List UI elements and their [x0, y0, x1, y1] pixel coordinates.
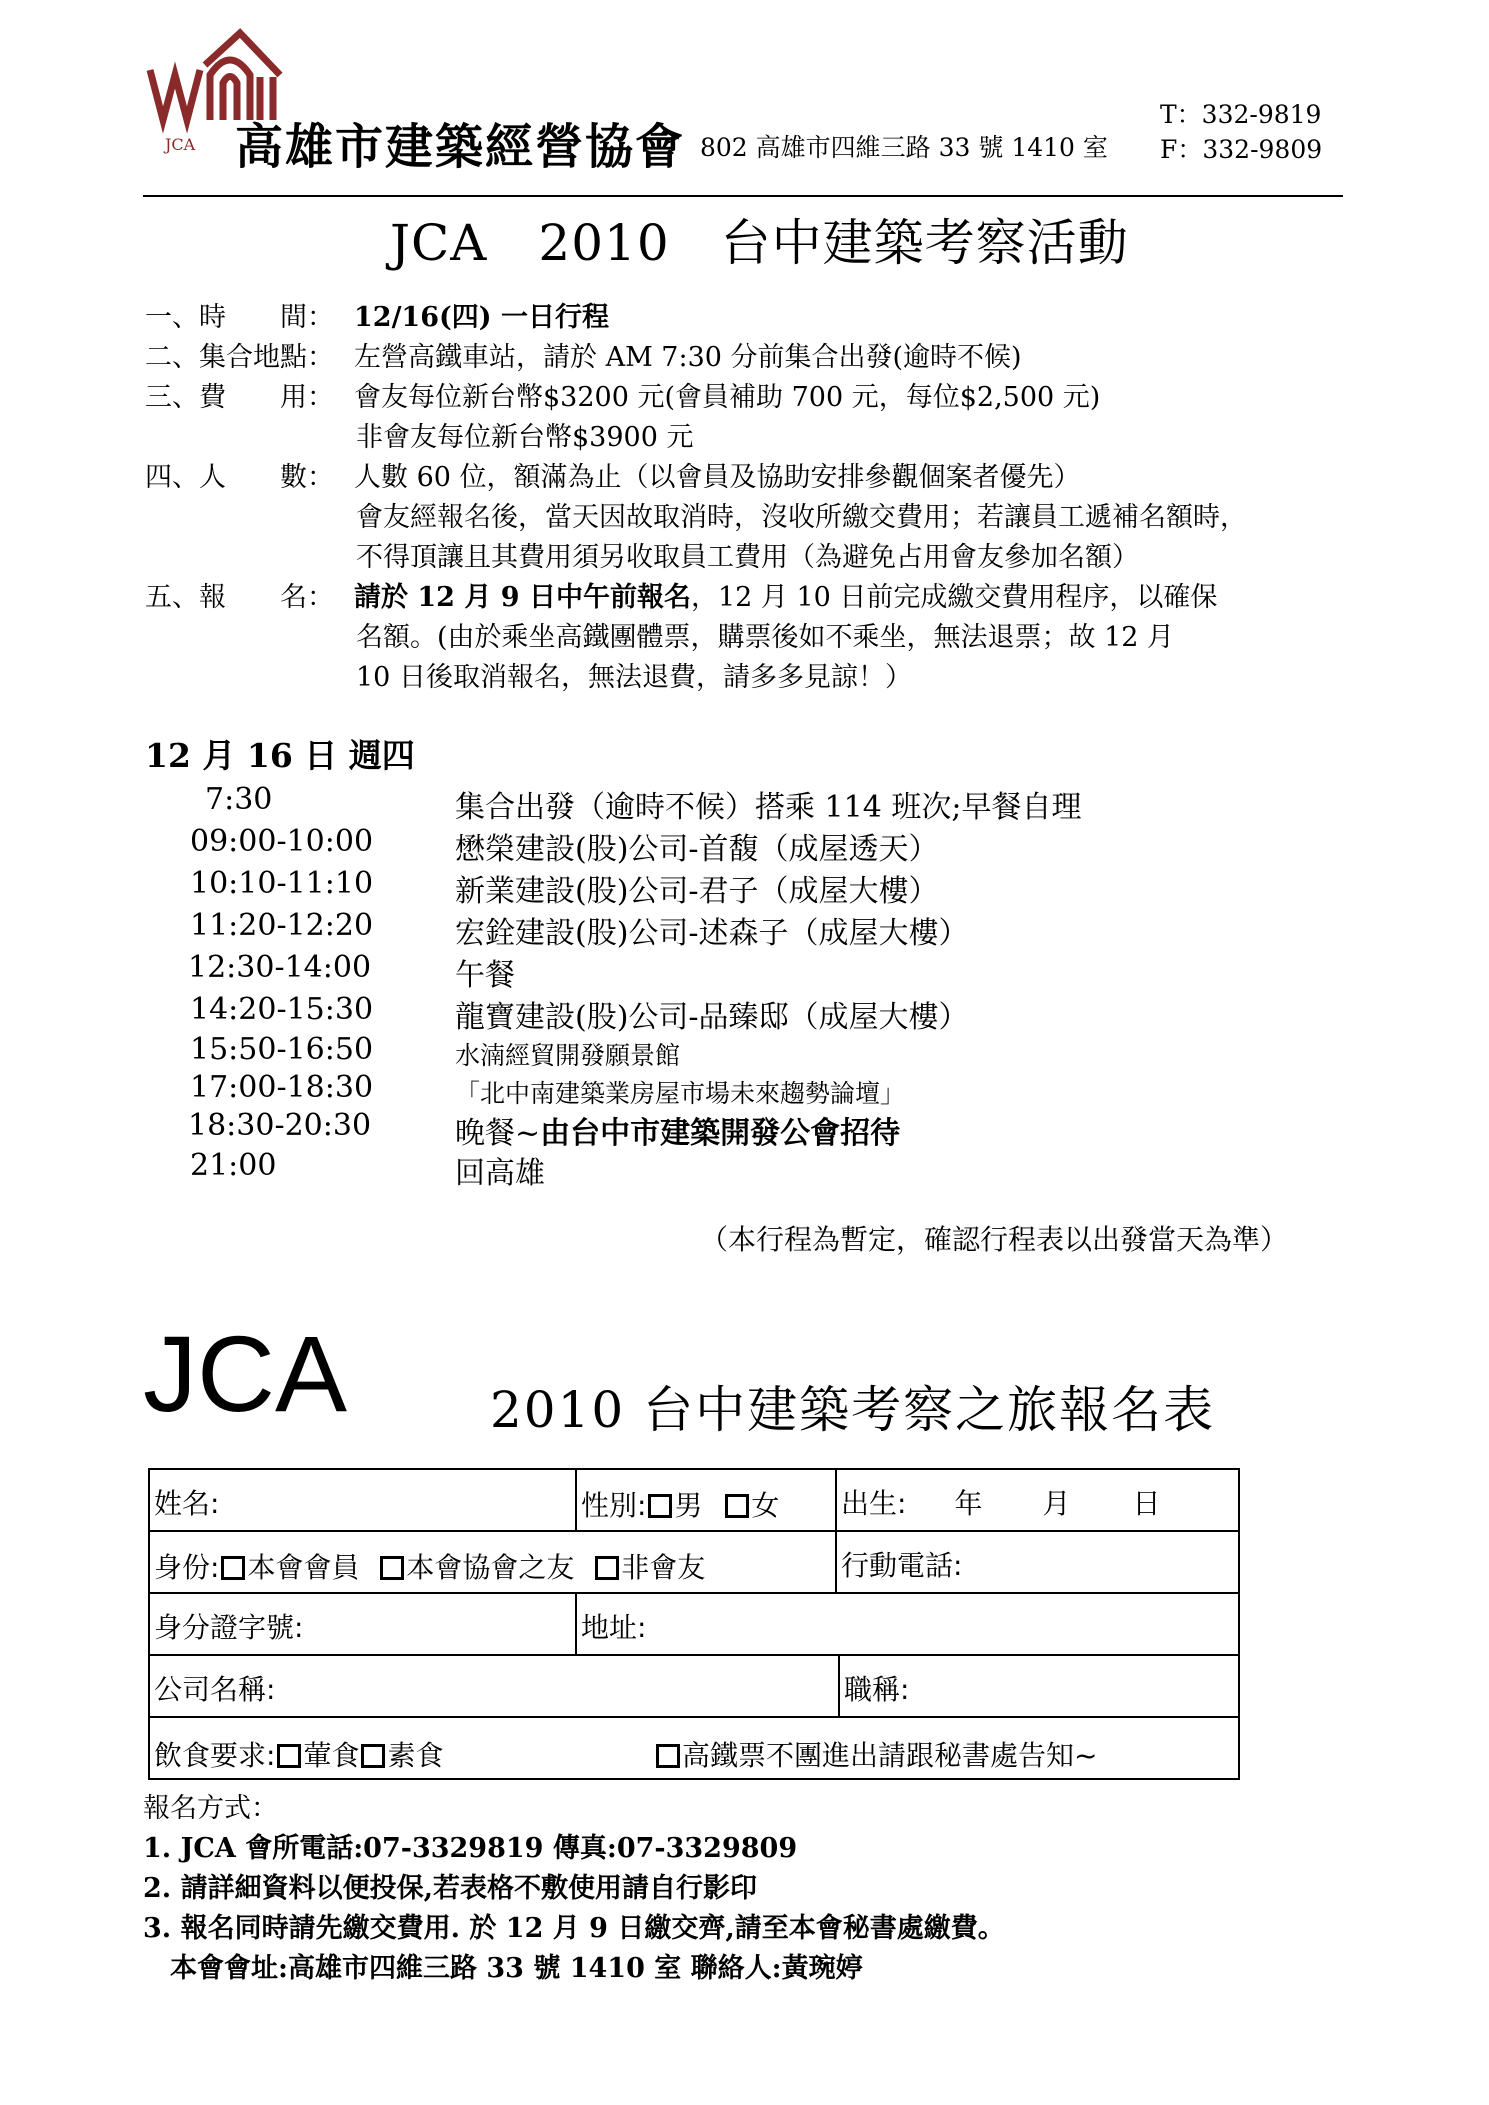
- registration-line: 1. JCA 會所電話:07-3329819 傳真:07-3329809: [143, 1833, 798, 1864]
- hsr-field: [654, 1734, 1097, 1774]
- info-label: 三、費 用：: [145, 382, 334, 413]
- info-headcount: [145, 455, 1081, 495]
- page-title: JCA 2010 台中建築考察活動: [390, 214, 1129, 272]
- schedule-time: 11:20-12:20: [190, 908, 374, 943]
- info-label: 一、時 間：: [145, 302, 334, 333]
- info-time: [145, 295, 609, 335]
- registration-form-table: [148, 1468, 1240, 1780]
- schedule-activity-text: 晚餐~: [455, 1116, 541, 1151]
- col-divider: [838, 1654, 840, 1716]
- schedule-activity: [455, 1108, 900, 1152]
- name-field[interactable]: [154, 1482, 219, 1522]
- name-label: 姓名:: [154, 1487, 220, 1520]
- identity-label: 身份:: [154, 1551, 220, 1584]
- registration-heading: 報名方式：: [143, 1793, 278, 1824]
- logo-text: JCA: [165, 135, 196, 154]
- form-logo: JCA: [143, 1313, 348, 1434]
- non-member-checkbox[interactable]: [595, 1556, 619, 1580]
- position-label: 職稱:: [844, 1673, 910, 1706]
- mobile-field[interactable]: [841, 1544, 962, 1584]
- schedule-activity-bold: 由台中市建築開發公會招待: [540, 1116, 901, 1151]
- veg-checkbox[interactable]: [361, 1744, 385, 1768]
- birth-label: 出生:: [841, 1487, 907, 1520]
- schedule-activity: 午餐: [455, 958, 515, 993]
- info-value: 12/16(四) 一日行程: [354, 302, 609, 333]
- info-fee-cont: 非會友每位新台幣$3900 元: [356, 422, 694, 453]
- info-value: 人數 60 位，額滿為止（以會員及協助安排參觀個案者優先）: [354, 462, 1081, 493]
- col-divider: [835, 1470, 837, 1592]
- non-member-label: 非會友: [621, 1551, 706, 1584]
- info-label: 四、人 數：: [145, 462, 334, 493]
- org-tel: T：332-9819: [1160, 100, 1322, 129]
- schedule-time: 10:10-11:10: [190, 866, 374, 901]
- info-fee: [145, 375, 1100, 415]
- schedule-date: 12 月 16 日 週四: [145, 736, 415, 775]
- info-label: 五、報 名：: [145, 582, 334, 613]
- male-checkbox[interactable]: [648, 1494, 672, 1518]
- assoc-checkbox[interactable]: [380, 1556, 404, 1580]
- company-field[interactable]: [154, 1668, 275, 1708]
- info-value: ，12 月 10 日前完成繳交費用程序，以確保: [690, 582, 1218, 613]
- header-divider: [143, 195, 1343, 197]
- schedule-activity: 懋榮建設(股)公司-首馥（成屋透天）: [455, 832, 939, 867]
- identity-field: [154, 1546, 705, 1586]
- info-value: 左營高鐵車站，請於 AM 7:30 分前集合出發(逾時不候): [354, 342, 1022, 373]
- gender-label: 性別:: [581, 1489, 647, 1522]
- hsr-checkbox[interactable]: [656, 1744, 680, 1768]
- schedule-time: 17:00-18:30: [190, 1070, 374, 1105]
- gender-field: [581, 1484, 779, 1524]
- assoc-label: 本會協會之友: [406, 1551, 575, 1584]
- row-divider: [150, 1716, 1238, 1718]
- info-label: 二、集合地點：: [145, 342, 334, 373]
- birth-year-label: 年: [954, 1487, 983, 1520]
- registration-line: 2. 請詳細資料以便投保,若表格不敷使用請自行影印: [143, 1873, 757, 1904]
- birth-month-label: 月: [1042, 1487, 1071, 1520]
- female-label: 女: [751, 1489, 780, 1522]
- schedule-note: （本行程為暫定，確認行程表以出發當天為準）: [700, 1223, 1289, 1256]
- schedule-activity: 集合出發（逾時不候）搭乘 114 班次;早餐自理: [455, 790, 1082, 825]
- schedule-time: 21:00: [190, 1148, 277, 1183]
- schedule-activity: 宏銓建設(股)公司-述森子（成屋大樓）: [455, 916, 969, 951]
- member-label: 本會會員: [247, 1551, 360, 1584]
- veg-label: 素食: [387, 1739, 444, 1772]
- col-divider: [575, 1470, 577, 1530]
- female-checkbox[interactable]: [725, 1494, 749, 1518]
- address-label: 地址:: [581, 1611, 647, 1644]
- id-number-label: 身分證字號:: [154, 1611, 304, 1644]
- diet-field: [154, 1734, 443, 1774]
- schedule-time: 12:30-14:00: [188, 950, 372, 985]
- info-register-cont: 名額。(由於乘坐高鐵團體票，購票後如不乘坐，無法退票；故 12 月: [356, 622, 1175, 653]
- registration-line: 3. 報名同時請先繳交費用. 於 12 月 9 日繳交齊,請至本會秘書處繳費。: [143, 1913, 1005, 1944]
- info-meeting-place: [145, 335, 1022, 375]
- info-headcount-cont: 會友經報名後，當天因故取消時，沒收所繳交費用；若讓員工遞補名額時，: [356, 502, 1247, 533]
- company-label: 公司名稱:: [154, 1673, 276, 1706]
- schedule-activity: 回高雄: [455, 1156, 545, 1191]
- form-title: 2010 台中建築考察之旅報名表: [490, 1381, 1216, 1439]
- member-checkbox[interactable]: [221, 1556, 245, 1580]
- row-divider: [150, 1592, 1238, 1594]
- schedule-time: 09:00-10:00: [190, 824, 374, 859]
- info-register: [145, 575, 1217, 615]
- mobile-label: 行動電話:: [841, 1549, 963, 1582]
- meat-label: 葷食: [303, 1739, 360, 1772]
- info-headcount-cont: 不得頂讓且其費用須另收取員工費用（為避免占用會友參加名額）: [356, 542, 1139, 573]
- org-fax: F：332-9809: [1160, 135, 1323, 164]
- schedule-activity: 龍寶建設(股)公司-品臻邸（成屋大樓）: [455, 1000, 969, 1035]
- meat-checkbox[interactable]: [277, 1744, 301, 1768]
- info-value: 會友每位新台幣$3200 元(會員補助 700 元，每位$2,500 元): [354, 382, 1101, 413]
- birth-day-label: 日: [1132, 1487, 1161, 1520]
- registration-line: 本會會址:高雄市四維三路 33 號 1410 室 聯絡人:黃琬婷: [143, 1953, 863, 1984]
- info-value-bold: 請於 12 月 9 日中午前報名: [354, 582, 691, 613]
- org-address: 802 高雄市四維三路 33 號 1410 室: [700, 133, 1108, 162]
- id-number-field[interactable]: [154, 1606, 303, 1646]
- schedule-time: 7:30: [205, 782, 273, 817]
- schedule-activity: 水湳經貿開發願景館: [455, 1041, 681, 1070]
- row-divider: [150, 1530, 1238, 1532]
- schedule-time: 18:30-20:30: [188, 1108, 372, 1143]
- schedule-time: 14:20-15:30: [190, 992, 374, 1027]
- org-name: 高雄市建築經營協會: [235, 119, 686, 175]
- birth-field[interactable]: [841, 1482, 1160, 1522]
- schedule-time: 15:50-16:50: [190, 1032, 374, 1067]
- row-divider: [150, 1654, 1238, 1656]
- info-register-cont: 10 日後取消報名，無法退費，請多多見諒！）: [356, 662, 912, 693]
- schedule-activity: 新業建設(股)公司-君子（成屋大樓）: [455, 874, 939, 909]
- diet-label: 飲食要求:: [154, 1739, 276, 1772]
- schedule-activity: 「北中南建築業房屋市場未來趨勢論壇」: [455, 1079, 906, 1108]
- male-label: 男: [674, 1489, 703, 1522]
- col-divider: [575, 1592, 577, 1654]
- position-field[interactable]: [844, 1668, 909, 1708]
- hsr-note: 高鐵票不團進出請跟秘書處告知~: [682, 1739, 1098, 1772]
- address-field[interactable]: [581, 1606, 646, 1646]
